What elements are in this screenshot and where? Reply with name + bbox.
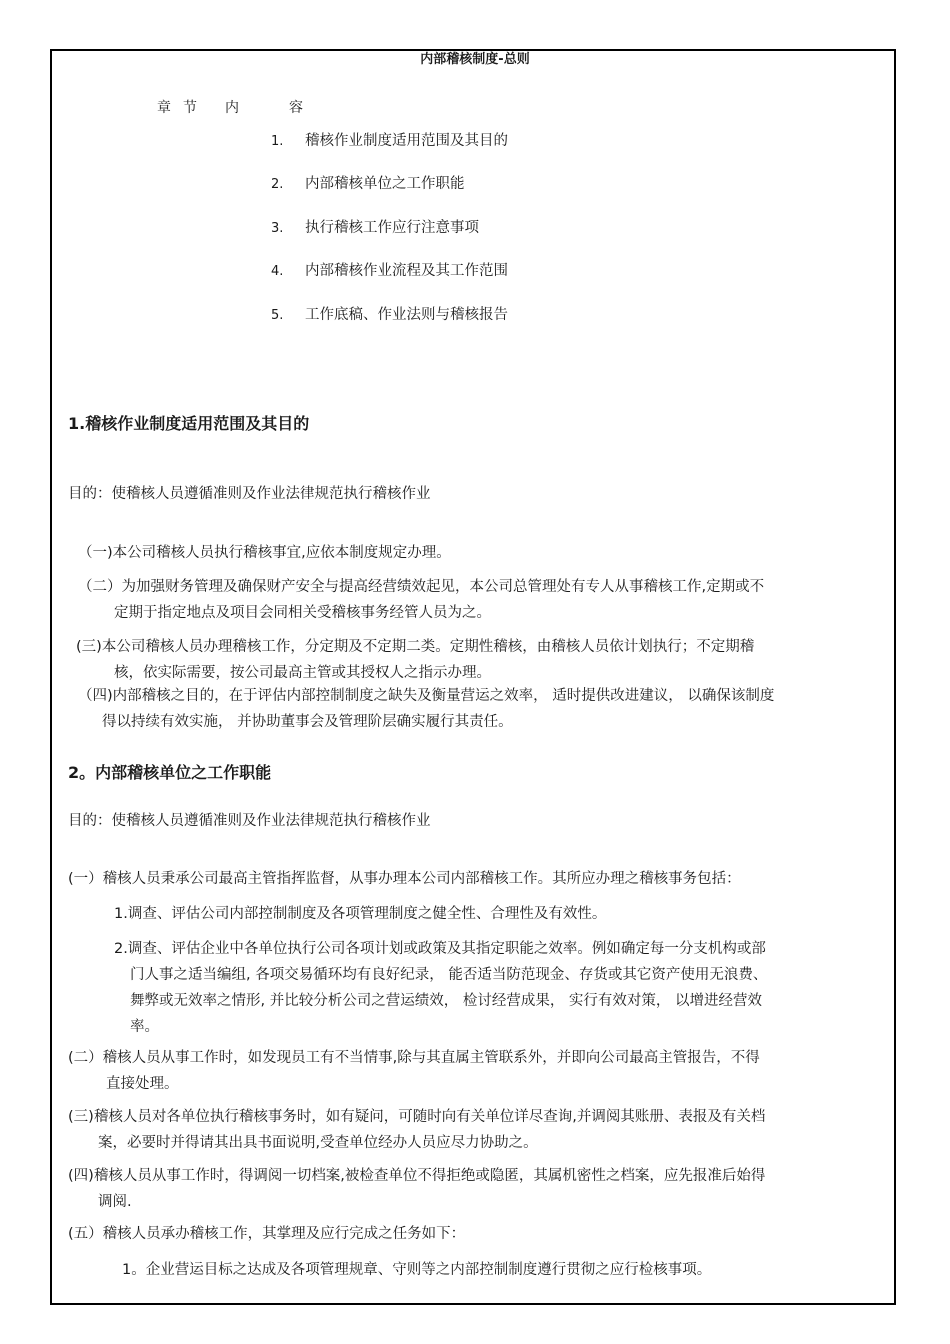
toc-heading-char: 内: [225, 100, 239, 116]
paragraph-line: (三)稽核人员对各单位执行稽核事务时，如有疑问，可随时向有关单位详尽查询,并调阅其账册、表报及有关档: [68, 1109, 766, 1125]
paragraph-line: (二）稽核人员从事工作时，如发现员工有不当情事,除与其直属主管联系外，并即向公司最高主管报告，不得: [68, 1050, 760, 1066]
section-purpose: 目的：使稽核人员遵循准则及作业法律规范执行稽核作业: [68, 486, 431, 502]
section-purpose: 目的：使稽核人员遵循准则及作业法律规范执行稽核作业: [68, 813, 431, 829]
list-item: 1。企业营运目标之达成及各项管理规章、守则等之内部控制制度遵行贯彻之应行检核事项。: [122, 1262, 712, 1278]
toc-item-number: 2.: [271, 177, 284, 192]
paragraph-line: （二）为加强财务管理及确保财产安全与提高经营绩效起见，本公司总管理处有专人从事稽核工作,定期或不: [78, 579, 765, 595]
paragraph-line: 定期于指定地点及项目会同相关受稽核事务经管人员为之。: [114, 605, 491, 621]
paragraph-line: 案，必要时并得请其出具书面说明,受查单位经办人员应尽力协助之。: [98, 1135, 538, 1151]
paragraph-line: (四)稽核人员从事工作时，得调阅一切档案,被检查单位不得拒绝或隐匿，其属机密性之档案，应先报准后始得: [68, 1168, 766, 1184]
paragraph-line: 核，依实际需要，按公司最高主管或其授权人之指示办理。: [114, 665, 491, 681]
toc-item-number: 5.: [271, 308, 284, 323]
paragraph: (五）稽核人员承办稽核工作，其掌理及应行完成之任务如下：: [68, 1226, 466, 1242]
list-item-line: 舞弊或无效率之情形, 并比较分析公司之营运绩效， 检讨经营成果， 实行有效对策， 以增进经营效: [130, 993, 763, 1009]
toc-heading: [157, 97, 303, 117]
paragraph-line: 直接处理。: [106, 1076, 179, 1092]
list-item-line: 2.调查、评估企业中各单位执行公司各项计划或政策及其指定职能之效率。例如确定每一分支机构或部: [114, 941, 766, 957]
toc-item: [271, 216, 479, 237]
document-page: [50, 49, 896, 1305]
toc-item-number: 1.: [271, 134, 284, 149]
toc-item-text: 稽核作业制度适用范围及其目的: [305, 133, 508, 149]
toc-heading-char: 节: [183, 100, 197, 116]
paragraph-line: (三)本公司稽核人员办理稽核工作，分定期及不定期二类。定期性稽核，由稽核人员依计划执行；不定期稽: [76, 639, 755, 655]
toc-item-text: 内部稽核作业流程及其工作范围: [305, 263, 508, 279]
list-item: 1.调查、评估公司内部控制制度及各项管理制度之健全性、合理性及有效性。: [114, 906, 607, 922]
paragraph: (一）稽核人员秉承公司最高主管指挥监督，从事办理本公司内部稽核工作。其所应办理之稽核事务包括：: [68, 871, 741, 887]
toc-item: [271, 303, 508, 324]
section-heading: 2。内部稽核单位之工作职能: [68, 763, 272, 782]
paragraph-line: （四)内部稽核之目的，在于评估内部控制制度之缺失及衡量营运之效率， 适时提供改进建议， 以确保该制度: [78, 688, 775, 704]
toc-item: [271, 172, 465, 193]
section-heading: 1.稽核作业制度适用范围及其目的: [68, 414, 310, 433]
toc-heading-char: 章: [157, 100, 171, 116]
toc-item-number: 3.: [271, 221, 284, 236]
paragraph-line: 得以持续有效实施， 并协助董事会及管理阶层确实履行其责任。: [102, 714, 513, 730]
toc-item-text: 执行稽核工作应行注意事项: [305, 220, 479, 236]
toc-item-text: 工作底稿、作业法则与稽核报告: [305, 307, 508, 323]
toc-heading-char: 容: [289, 100, 303, 116]
toc-item: [271, 129, 508, 150]
toc-item-text: 内部稽核单位之工作职能: [305, 176, 465, 192]
paragraph: （一)本公司稽核人员执行稽核事宜,应依本制度规定办理。: [78, 545, 451, 561]
document-title: 内部稽核制度-总则: [420, 52, 530, 67]
toc-item-number: 4.: [271, 264, 284, 279]
list-item-line: 门人事之适当编组, 各项交易循环均有良好纪录， 能否适当防范现金、存货或其它资产使用无浪费、: [130, 967, 768, 983]
paragraph-line: 调阅.: [98, 1194, 132, 1210]
toc-item: [271, 259, 508, 280]
list-item-line: 率。: [130, 1019, 159, 1035]
